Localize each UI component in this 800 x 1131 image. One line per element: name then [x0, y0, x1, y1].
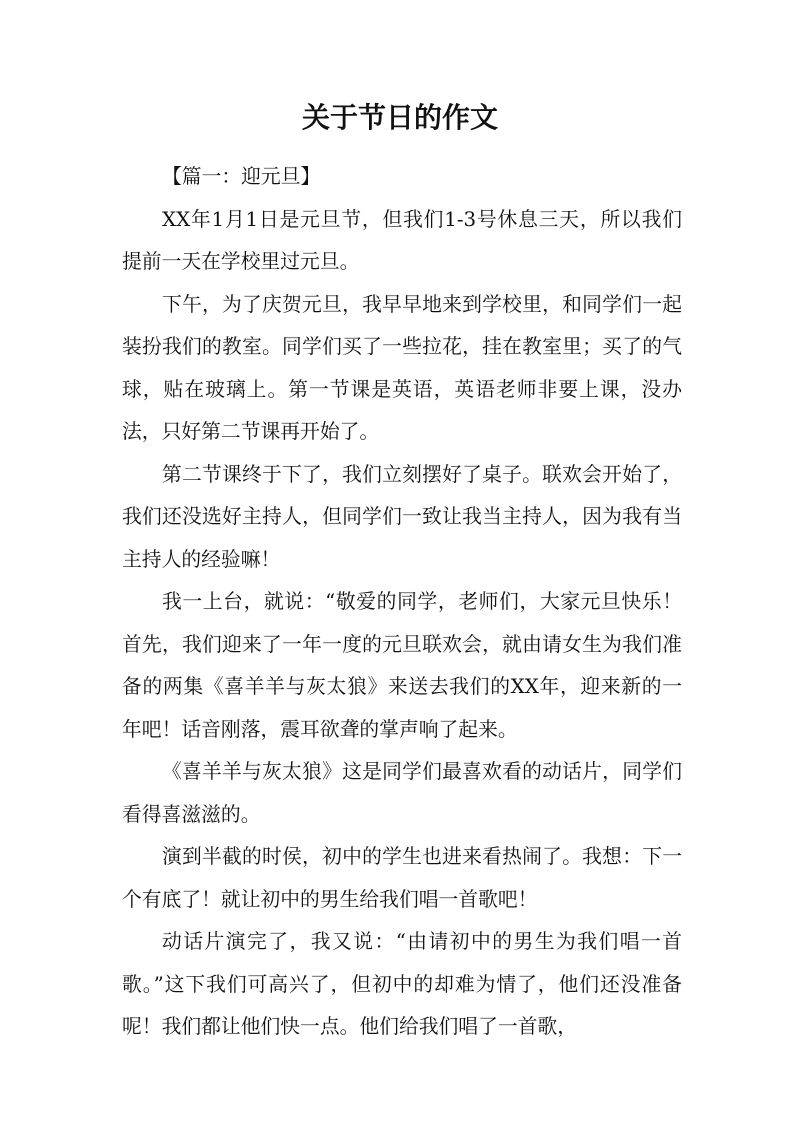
paragraph-4: 我一上台，就说：“敬爱的同学，老师们，大家元旦快乐！首先，我们迎来了一年一度的元旦联欢会，就由请女生为我们准备的两集《喜羊羊与灰太狼》来送去我们的XX年，迎来新的一年吧！话音刚落，震耳欲聋的掌声响了起来。 [122, 590, 682, 741]
paragraph-7: 动话片演完了，我又说：“由请初中的男生为我们唱一首歌。”这下我们可高兴了，但初中的却难为情了，他们还没准备呢！我们都让他们快一点。他们给我们唱了一首歌， [122, 930, 682, 1038]
paragraph-5: 《喜羊羊与灰太狼》这是同学们最喜欢看的动话片，同学们看得喜滋滋的。 [122, 760, 682, 826]
section-heading: 【篇一：迎元旦】 [162, 165, 321, 188]
paragraph-1: XX年1月1日是元旦节，但我们1-3号休息三天，所以我们提前一天在学校里过元旦。 [122, 207, 682, 273]
paragraph-6: 演到半截的时侯，初中的学生也进来看热闹了。我想：下一个有底了！就让初中的男生给我们唱一首歌吧！ [122, 845, 682, 911]
paragraph-2: 下午，为了庆贺元旦，我早早地来到学校里，和同学们一起装扮我们的教室。同学们买了一些拉花，挂在教室里；买了的气球，贴在玻璃上。第一节课是英语，英语老师非要上课，没办法，只好第二节课再开始了。 [122, 292, 682, 443]
paragraph-3: 第二节课终于下了，我们立刻摆好了桌子。联欢会开始了，我们还没选好主持人，但同学们一致让我当主持人，因为我有当主持人的经验嘛！ [122, 462, 682, 571]
document-body [122, 156, 682, 1049]
document-title: 关于节日的作文 [301, 101, 498, 134]
